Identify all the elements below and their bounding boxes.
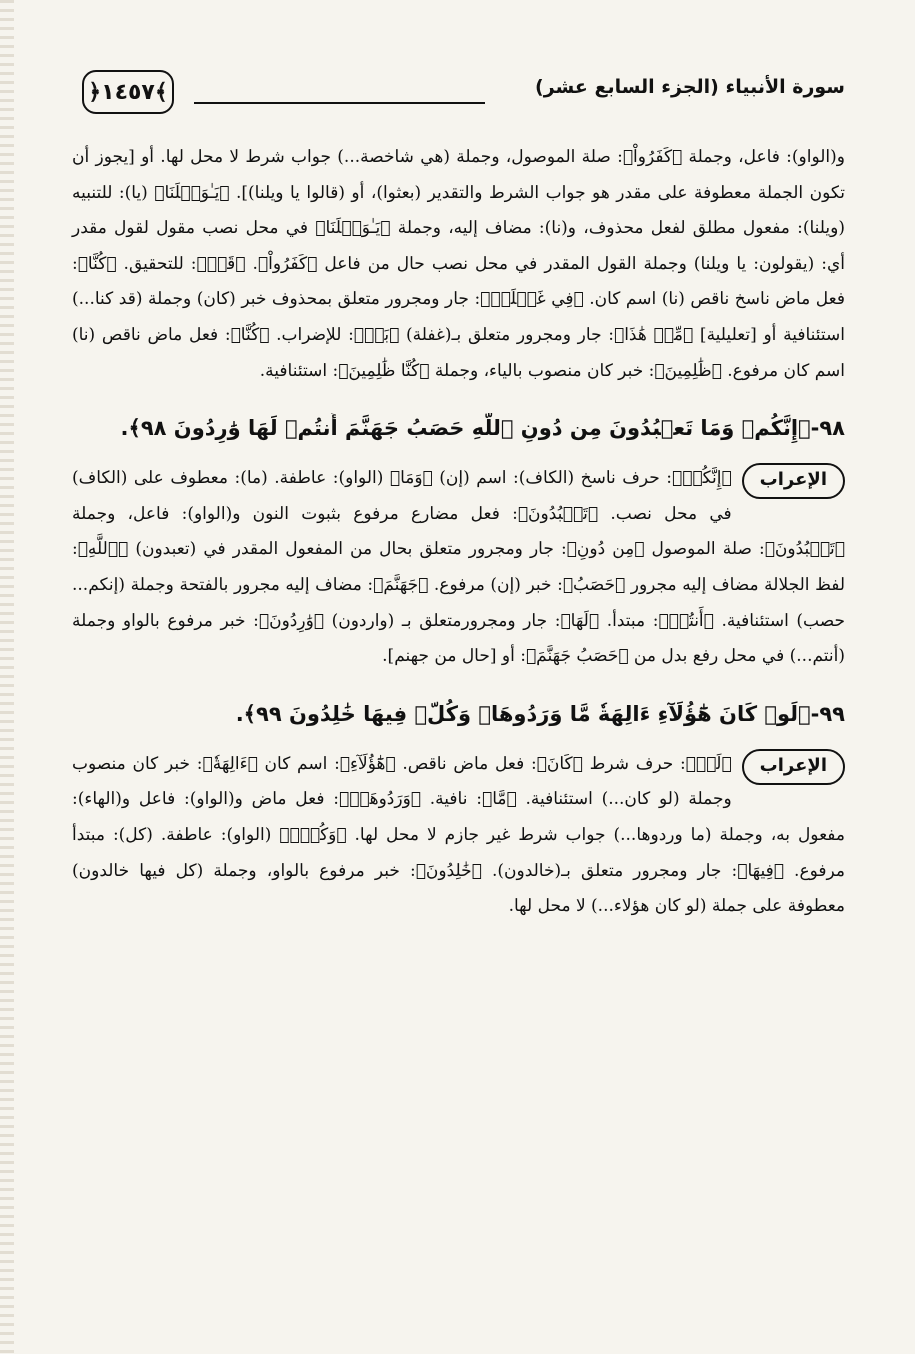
- header-rule: [194, 102, 485, 104]
- commentary-paragraph: و(الواو): فاعل، وجملة ﴿كَفَرُواْ﴾: صلة الموصول، وجملة (هي شاخصة...) جواب شرط لا محل لها. أو [يجوز أن تكون الجملة معطوفة على مقدر هو جواب الشرط والتقدير (بعثوا)، أو (قالوا يا ويلنا)]. ﴿يَـٰوَيۡلَنَا﴾ (يا): للتنبيه (ويلنا): مفعول مطلق لفعل محذوف، و(نا): مضاف إليه، وجملة ﴿يَـٰوَيۡلَنَا﴾ في محل نصب مقول لقول مقدر أي: (يقولون: يا ويلنا) وجملة القول المقدر في محل نصب حال من فاعل ﴿كَفَرُواْ﴾. ﴿قَدۡ﴾: للتحقيق. ﴿كُنَّا﴾: فعل ماض ناسخ ناقص (نا) اسم كان. ﴿فِي غَفۡلَةٖ﴾: جار ومجرور متعلق بمحذوف خبر (كان) وجملة (قد كنا...) استئنافية أو [تعليلية] ﴿مِّنۡ هَٰذَا﴾: جار ومجرور متعلق بـ(غفلة) ﴿بَلۡ﴾: للإضراب. ﴿كُنَّا﴾: فعل ماض ناقص (نا) اسم كان مرفوع. ﴿ظَٰلِمِينَ﴾: خبر كان منصوب بالياء، وجملة ﴿كُنَّا ظَٰلِمِينَ﴾: استئنافية.: [72, 147, 845, 381]
- irab-block-98: [72, 461, 845, 675]
- verse-99: ٩٩-﴿لَوۡ كَانَ هَٰٓؤُلَآءِ ءَالِهَةٗ مَّا وَرَدُوهَاۖ وَكُلّٞ فِيهَا خَٰلِدُونَ ٩٩﴾.: [235, 701, 845, 726]
- header-title: سورة الأنبياء (الجزء السابع عشر): [535, 76, 845, 98]
- page-header: [82, 62, 845, 114]
- verse-98: ٩٨-﴿إِنَّكُمۡ وَمَا تَعۡبُدُونَ مِن دُونِ ٱللَّهِ حَصَبُ جَهَنَّمَ أَنتُمۡ لَهَا وَٰرِدُونَ ٩٨﴾.: [120, 416, 845, 441]
- irab-paragraph: ﴿لَوۡ﴾: حرف شرط ﴿كَانَ﴾: فعل ماض ناقص. ﴿هَٰٓؤُلَآءِ﴾: اسم كان ﴿ءَالِهَةٗ﴾: خبر كان منصوب وجملة (لو كان...) استئنافية. ﴿مَّا﴾: نافية. ﴿وَرَدُوهَاۖ﴾: فعل ماض و(الواو): فاعل و(الهاء): مفعول به، وجملة (ما وردوها...) جواب شرط غير جازم لا محل لها. ﴿وَكُلّٞ﴾ (الواو): عاطفة. (كل): مبتدأ مرفوع. ﴿فِيهَا﴾: جار ومجرور متعلق بـ(خالدون). ﴿خَٰلِدُونَ﴾: خبر مرفوع بالواو، وجملة (كل فيها خالدون) معطوفة على جملة (لو كان هؤلاء...) لا محل لها.: [72, 753, 845, 917]
- page-number: ﴿١٤٥٧﴾: [82, 70, 174, 114]
- irab-paragraph: ﴿إِنَّكُمۡ﴾: حرف ناسخ (الكاف): اسم (إن) ﴿وَمَا﴾ (الواو): عاطفة. (ما): معطوف على (الكاف) في محل نصب. ﴿تَعۡبُدُونَ﴾: فعل مضارع مرفوع بثبوت النون و(الواو): فاعل، وجملة ﴿تَعۡبُدُونَ﴾: صلة الموصول ﴿مِن دُونِ﴾: جار ومجرور متعلق بحال من المفعول المقدر في (تعبدون) ﴿ٱللَّهِ﴾: لفظ الجلالة مضاف إليه مجرور ﴿حَصَبُ﴾: خبر (إن) مرفوع. ﴿جَهَنَّمَ﴾: مضاف إليه مجرور بالفتحة وجملة (إنكم... حصب) استئنافية. ﴿أَنتُمۡ﴾: مبتدأ. ﴿لَهَا﴾: جار ومجرورمتعلق بـ (واردون) ﴿وَٰرِدُونَ﴾: خبر مرفوع بالواو وجملة (أنتم...) في محل رفع بدل من ﴿حَصَبُ جَهَنَّمَ﴾: أو [حال من جهنم].: [72, 468, 845, 667]
- irab-badge: الإعراب: [742, 463, 845, 499]
- irab-badge: الإعراب: [742, 749, 845, 785]
- irab-block-99: [72, 747, 845, 925]
- page-binding-edge: [0, 0, 14, 1354]
- page-content: [72, 140, 845, 925]
